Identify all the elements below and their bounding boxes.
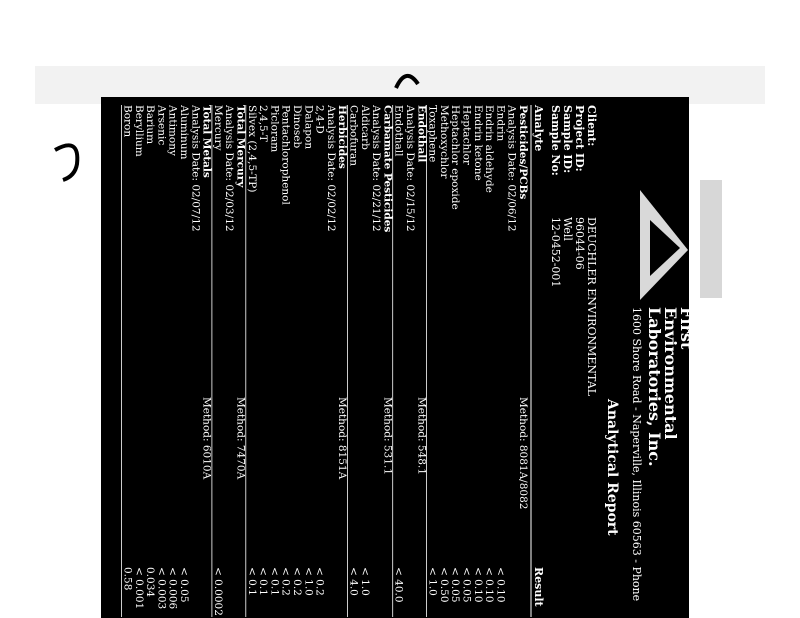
section-analysis-date: Analysis Date: 02/07/12 <box>189 105 202 232</box>
analyte-name: Dalapon <box>302 105 315 150</box>
section-analysis-date: Analysis Date: 02/03/12 <box>223 105 236 232</box>
analyte-result: < 1.0 <box>426 567 439 596</box>
lab-name-line3: Laboratories, Inc. <box>645 307 664 467</box>
analyte-result: < 0.10 <box>471 567 484 603</box>
section-method: Method: 7470A <box>234 397 247 480</box>
result-column-header: Result <box>532 567 545 607</box>
lab-address: 1600 Shore Road - Naperville, Illinois 60563 - Phone <box>630 307 643 602</box>
analyte-result: < 0.003 <box>155 567 168 610</box>
section-analysis-date: Analysis Date: 02/21/12 <box>370 105 383 232</box>
project-label: Project ID: <box>573 105 586 172</box>
project-value: 96044-06 <box>573 217 586 270</box>
analyte-result: < 1.0 <box>302 567 315 596</box>
analyte-result: < 0.05 <box>460 567 473 603</box>
section-method: Method: 8151A <box>336 397 349 480</box>
analyte-name: Endrin ketone <box>471 105 484 181</box>
analyte-result: < 0.2 <box>279 567 292 596</box>
analyte-name: Antimony <box>166 105 179 156</box>
client-label: Client: <box>585 105 598 147</box>
analyte-result: < 0.10 <box>494 567 507 603</box>
analyte-name: Dinoseb <box>291 105 303 149</box>
analyte-name: Carbofuran <box>347 105 360 167</box>
client-value: DEUCHLER ENVIRONMENTAL <box>585 217 598 397</box>
sample-label: Sample ID: <box>561 105 574 174</box>
analyte-result: < 0.006 <box>166 567 179 610</box>
analyte-name: Heptachlor <box>460 105 473 165</box>
analyte-name: Aldicarb <box>358 105 371 150</box>
analyte-result: < 0.10 <box>483 567 496 603</box>
analyte-name: Endrin <box>494 105 507 142</box>
analyte-result: < 0.2 <box>291 567 303 596</box>
analyte-result: < 0.1 <box>268 567 281 596</box>
analyte-result: < 0.001 <box>132 567 145 610</box>
analyte-name: Pentachlorophenol <box>279 105 292 205</box>
section-title: Total Mercury <box>234 105 247 188</box>
lab-name-line1: First <box>677 307 696 350</box>
section-method: Method: 6010A <box>200 397 213 480</box>
analyte-result: < 4.0 <box>347 567 360 596</box>
section-analysis-date: Analysis Date: 02/15/12 <box>404 105 416 232</box>
analyte-name: Heptachlor epoxide <box>449 105 462 210</box>
section-analysis-date: Analysis Date: 02/02/12 <box>324 105 337 232</box>
section-title: Herbicides <box>336 105 349 169</box>
analyte-result: 0.034 <box>144 567 157 598</box>
analyte-name: Endothall <box>392 105 405 157</box>
analyte-name: Endrin aldehyde <box>483 105 496 193</box>
analyte-result: < 0.05 <box>178 567 190 603</box>
section-analysis-date: Analysis Date: 02/06/12 <box>505 105 518 232</box>
section-method: Method: 548.1 <box>415 397 428 475</box>
analyte-name: Beryllium <box>132 105 145 157</box>
analyte-name: Picloram <box>268 105 281 153</box>
analyte-result: < 0.05 <box>449 567 462 603</box>
analyte-name: Silvex (2,4,5-TP) <box>245 105 258 193</box>
analyte-result: < 0.2 <box>313 567 326 596</box>
report-title: Analytical Report <box>604 399 620 536</box>
analyte-name: 2,4,5-T <box>257 105 270 142</box>
analyte-name: Aluminum <box>178 105 190 160</box>
analyte-result: < 0.0002 <box>211 567 224 616</box>
analyte-result: < 0.1 <box>245 567 258 596</box>
section-method: Method: 8081A/8082 <box>517 397 529 510</box>
analyte-name: Toxaphene <box>426 105 439 163</box>
logo-gray-strip <box>700 180 722 298</box>
analyte-result: < 1.0 <box>358 567 371 596</box>
section-title: Carbamate Pesticides <box>381 105 394 233</box>
sample-no-label: Sample No: <box>549 105 562 176</box>
lab-name-line2: Environmental <box>661 307 680 440</box>
section-title: Total Metals <box>200 105 213 178</box>
section-title: Pesticides/PCBs <box>517 105 529 200</box>
report-page-body <box>101 97 689 618</box>
analyte-name: 2,4-D <box>313 105 326 134</box>
analyte-name: Boron <box>121 105 134 138</box>
analyte-name: Arsenic <box>155 105 168 146</box>
section-title: Endothall <box>415 105 428 163</box>
sample-value: Well <box>561 217 574 241</box>
analyte-name: Mercury <box>211 105 224 151</box>
section-method: Method: 531.1 <box>381 397 394 475</box>
analyte-result: 0.58 <box>121 567 134 591</box>
analyte-column-header: Analyte <box>532 105 545 152</box>
analyte-name: Barium <box>144 105 157 145</box>
analyte-name: Methoxychlor <box>437 105 450 179</box>
analyte-result: < 0.1 <box>257 567 270 596</box>
analyte-result: < 0.50 <box>437 567 450 603</box>
sample-no-value: 12-0452-001 <box>549 217 562 288</box>
analyte-result: < 40.0 <box>392 567 405 603</box>
